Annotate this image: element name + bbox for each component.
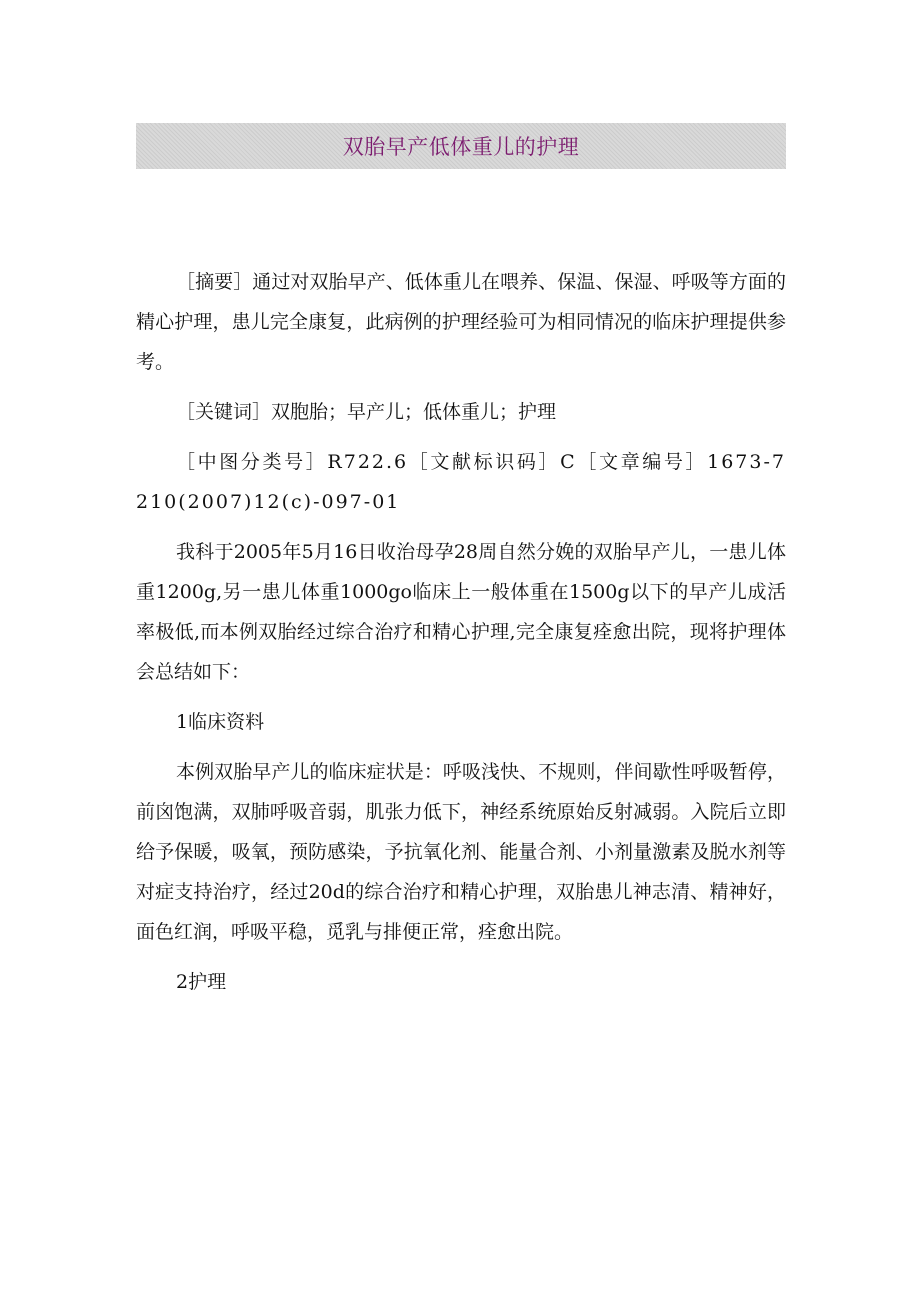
article-body [136, 262, 786, 1012]
classification-paragraph: ［中图分类号］R722.6［文献标识码］C［文章编号］1673-7210(2007)12(c)-097-01 [136, 451, 786, 513]
section-1-heading: 1临床资料 [176, 711, 265, 733]
keywords-paragraph: ［关键词］双胞胎；早产儿；低体重儿；护理 [176, 401, 557, 423]
intro-paragraph: 我科于2005年5月16日收治母孕28周自然分娩的双胎早产儿，一患儿体重1200g,另一患儿体重1000go临床上一般体重在1500g以下的早产儿成活率极低,而本例双胎经过综合治疗和精心护理,完全康复痊愈出院，现将护理体会总结如下： [136, 541, 786, 683]
section-2-heading: 2护理 [176, 971, 227, 993]
section-1-paragraph: 本例双胎早产儿的临床症状是：呼吸浅快、不规则，伴间歇性呼吸暂停，前囟饱满，双肺呼吸音弱，肌张力低下，神经系统原始反射减弱。入院后立即给予保暖，吸氧，预防感染，予抗氧化剂、能量合剂、小剂量激素及脱水剂等对症支持治疗，经过20d的综合治疗和精心护理，双胎患儿神志清、精神好，面色红润，呼吸平稳，觅乳与排便正常，痊愈出院。 [136, 761, 786, 943]
abstract-paragraph: ［摘要］通过对双胎早产、低体重儿在喂养、保温、保湿、呼吸等方面的精心护理，患儿完全康复，此病例的护理经验可为相同情况的临床护理提供参考。 [136, 271, 786, 373]
page-title: 双胎早产低体重儿的护理 [342, 135, 580, 159]
title-banner [136, 123, 786, 169]
